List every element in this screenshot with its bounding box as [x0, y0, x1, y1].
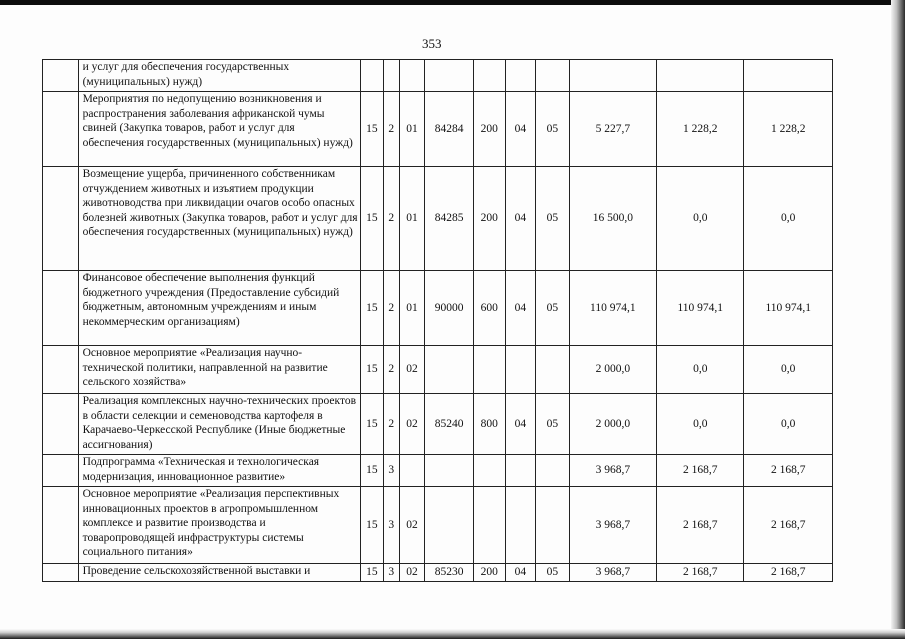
code-cell: [536, 346, 570, 394]
row-number-cell: [43, 455, 79, 487]
amount-cell: 0,0: [744, 346, 833, 394]
code-cell: 200: [474, 92, 506, 167]
row-number-cell: [43, 564, 79, 582]
table-row: [43, 92, 833, 167]
code-cell: 2: [383, 394, 399, 455]
code-cell: [505, 455, 536, 487]
code-cell: [425, 346, 474, 394]
budget-table: [42, 59, 833, 582]
code-cell: [505, 487, 536, 564]
item-name-cell: и услуг для обеспечения государственных (муниципальных) нужд): [78, 60, 361, 92]
code-cell: 15: [361, 271, 383, 346]
code-cell: [425, 487, 474, 564]
code-cell: 800: [474, 394, 506, 455]
code-cell: 600: [474, 271, 506, 346]
code-cell: 05: [536, 271, 570, 346]
amount-cell: 2 000,0: [569, 346, 656, 394]
amount-cell: 3 968,7: [569, 487, 656, 564]
code-cell: 2: [383, 167, 399, 271]
amount-cell: 2 168,7: [657, 564, 744, 582]
code-cell: 02: [399, 346, 424, 394]
code-cell: [399, 60, 424, 92]
amount-cell: 5 227,7: [569, 92, 656, 167]
code-cell: 05: [536, 92, 570, 167]
item-name-cell: Реализация комплексных научно-технических проектов в области селекции и семеноводства картофеля в Карачаево-Черкесской Республике (Иные бюджетные ассигнования): [78, 394, 361, 455]
table-row: [43, 271, 833, 346]
code-cell: 2: [383, 346, 399, 394]
amount-cell: 0,0: [657, 346, 744, 394]
item-name-cell: Основное мероприятие «Реализация перспективных инновационных проектов в агропромышленном комплексе и развитие производства и товаропроводящей инфраструктуры системы социального питания»: [78, 487, 361, 564]
code-cell: 15: [361, 167, 383, 271]
code-cell: 02: [399, 564, 424, 582]
amount-cell: 16 500,0: [569, 167, 656, 271]
scan-top-edge: [0, 0, 905, 5]
code-cell: 02: [399, 487, 424, 564]
amount-cell: 110 974,1: [657, 271, 744, 346]
code-cell: [505, 60, 536, 92]
code-cell: 15: [361, 487, 383, 564]
code-cell: [474, 60, 506, 92]
code-cell: 84284: [425, 92, 474, 167]
scan-bottom-edge: [0, 629, 905, 639]
code-cell: 15: [361, 394, 383, 455]
code-cell: 04: [505, 92, 536, 167]
table-row: [43, 394, 833, 455]
row-number-cell: [43, 346, 79, 394]
code-cell: 200: [474, 167, 506, 271]
code-cell: 05: [536, 394, 570, 455]
code-cell: 2: [383, 92, 399, 167]
item-name-cell: Подпрограмма «Техническая и технологическая модернизация, инновационное развитие»: [78, 455, 361, 487]
row-number-cell: [43, 60, 79, 92]
amount-cell: 2 168,7: [744, 564, 833, 582]
item-name-cell: Финансовое обеспечение выполнения функций бюджетного учреждения (Предоставление субсидий бюджетным, автономным учреждениям и иным некоммерческим организациям): [78, 271, 361, 346]
item-name-cell: Проведение сельскохозяйственной выставки и: [78, 564, 361, 582]
code-cell: 3: [383, 455, 399, 487]
code-cell: 2: [383, 271, 399, 346]
amount-cell: 3 968,7: [569, 455, 656, 487]
scan-right-edge: [891, 0, 905, 639]
code-cell: 01: [399, 92, 424, 167]
code-cell: [474, 346, 506, 394]
amount-cell: 110 974,1: [744, 271, 833, 346]
row-number-cell: [43, 271, 79, 346]
table-row: [43, 564, 833, 582]
amount-cell: 2 000,0: [569, 394, 656, 455]
code-cell: 15: [361, 346, 383, 394]
code-cell: 01: [399, 271, 424, 346]
code-cell: [425, 60, 474, 92]
code-cell: 15: [361, 92, 383, 167]
code-cell: [536, 455, 570, 487]
code-cell: [474, 487, 506, 564]
code-cell: [361, 60, 383, 92]
code-cell: 3: [383, 564, 399, 582]
amount-cell: [744, 60, 833, 92]
item-name-cell: Основное мероприятие «Реализация научно-технической политики, направленной на развитие сельского хозяйства»: [78, 346, 361, 394]
code-cell: 04: [505, 564, 536, 582]
code-cell: 84285: [425, 167, 474, 271]
amount-cell: 1 228,2: [744, 92, 833, 167]
table-row: [43, 487, 833, 564]
amount-cell: [657, 60, 744, 92]
code-cell: 01: [399, 167, 424, 271]
item-name-cell: Мероприятия по недопущению возникновения и распространения заболевания африканской чумы свиней (Закупка товаров, работ и услуг для обеспечения государственных (муниципальных) нужд): [78, 92, 361, 167]
code-cell: [399, 455, 424, 487]
code-cell: 04: [505, 167, 536, 271]
row-number-cell: [43, 394, 79, 455]
amount-cell: 110 974,1: [569, 271, 656, 346]
amount-cell: 0,0: [657, 394, 744, 455]
code-cell: [536, 60, 570, 92]
code-cell: [425, 455, 474, 487]
code-cell: 90000: [425, 271, 474, 346]
code-cell: 200: [474, 564, 506, 582]
amount-cell: 2 168,7: [657, 455, 744, 487]
amount-cell: 0,0: [744, 167, 833, 271]
table-row: [43, 455, 833, 487]
code-cell: [536, 487, 570, 564]
code-cell: 05: [536, 167, 570, 271]
code-cell: [383, 60, 399, 92]
table-row: [43, 346, 833, 394]
row-number-cell: [43, 92, 79, 167]
code-cell: 15: [361, 455, 383, 487]
amount-cell: 2 168,7: [657, 487, 744, 564]
item-name-cell: Возмещение ущерба, причиненного собственникам отчуждением животных и изъятием продукции животноводства при ликвидации очагов особо опасных болезней животных (Закупка товаров, работ и услуг для обеспечения государственных (муниципальных) нужд): [78, 167, 361, 271]
amount-cell: [569, 60, 656, 92]
code-cell: 15: [361, 564, 383, 582]
amount-cell: 0,0: [744, 394, 833, 455]
table-row: [43, 167, 833, 271]
amount-cell: 1 228,2: [657, 92, 744, 167]
code-cell: 04: [505, 271, 536, 346]
code-cell: 3: [383, 487, 399, 564]
amount-cell: 2 168,7: [744, 455, 833, 487]
code-cell: 85240: [425, 394, 474, 455]
row-number-cell: [43, 167, 79, 271]
amount-cell: 3 968,7: [569, 564, 656, 582]
code-cell: 85230: [425, 564, 474, 582]
code-cell: 02: [399, 394, 424, 455]
code-cell: [505, 346, 536, 394]
page-number: 353: [422, 36, 442, 51]
code-cell: 05: [536, 564, 570, 582]
code-cell: 04: [505, 394, 536, 455]
row-number-cell: [43, 487, 79, 564]
code-cell: [474, 455, 506, 487]
amount-cell: 2 168,7: [744, 487, 833, 564]
amount-cell: 0,0: [657, 167, 744, 271]
table-row: [43, 60, 833, 92]
